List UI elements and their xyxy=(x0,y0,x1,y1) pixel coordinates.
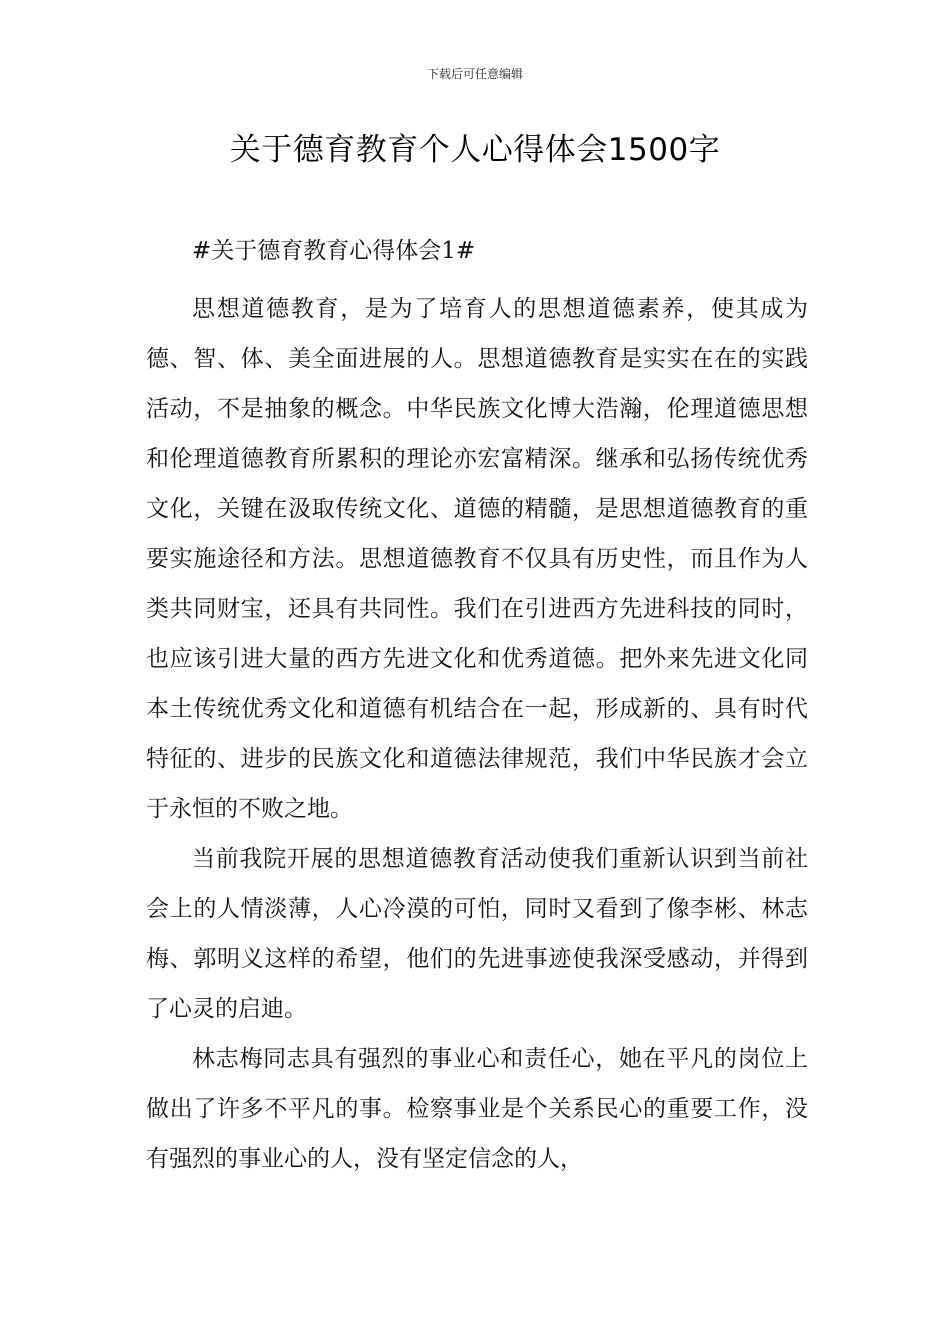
header-note: 下载后可任意编辑 xyxy=(426,67,523,81)
section-heading: #关于德育教育心得体会1# xyxy=(192,238,476,264)
paragraph-2: 当前我院开展的思想道德教育活动使我们重新认识到当前社会上的人情淡薄，人心冷漠的可怕，同时又看到了像李彬、林志梅、郭明义这样的希望，他们的先进事迹使我深受感动，并得到了心灵的启迪。 xyxy=(146,846,808,1022)
document-body xyxy=(146,226,808,1184)
page-title: 关于德育教育个人心得体会1500字 xyxy=(229,132,721,168)
paragraph-1: 思想道德教育，是为了培育人的思想道德素养，使其成为德、智、体、美全面进展的人。思想道德教育是实实在在的实践活动，不是抽象的概念。中华民族文化博大浩瀚，伦理道德思想和伦理道德教育所累积的理论亦宏富精深。继承和弘扬传统优秀文化，关键在汲取传统文化、道德的精髓，是思想道德教育的重要实施途径和方法。思想道德教育不仅具有历史性，而且作为人类共同财宝，还具有共同性。我们在引进西方先进科技的同时，也应该引进大量的西方先进文化和优秀道德。把外来先进文化同本土传统优秀文化和道德有机结合在一起，形成新的、具有时代特征的、进步的民族文化和道德法律规范，我们中华民族才会立于永恒的不败之地。 xyxy=(146,296,808,822)
paragraph-3: 林志梅同志具有强烈的事业心和责任心，她在平凡的岗位上做出了许多不平凡的事。检察事业是个关系民心的重要工作，没有强烈的事业心的人，没有坚定信念的人， xyxy=(146,1046,808,1172)
